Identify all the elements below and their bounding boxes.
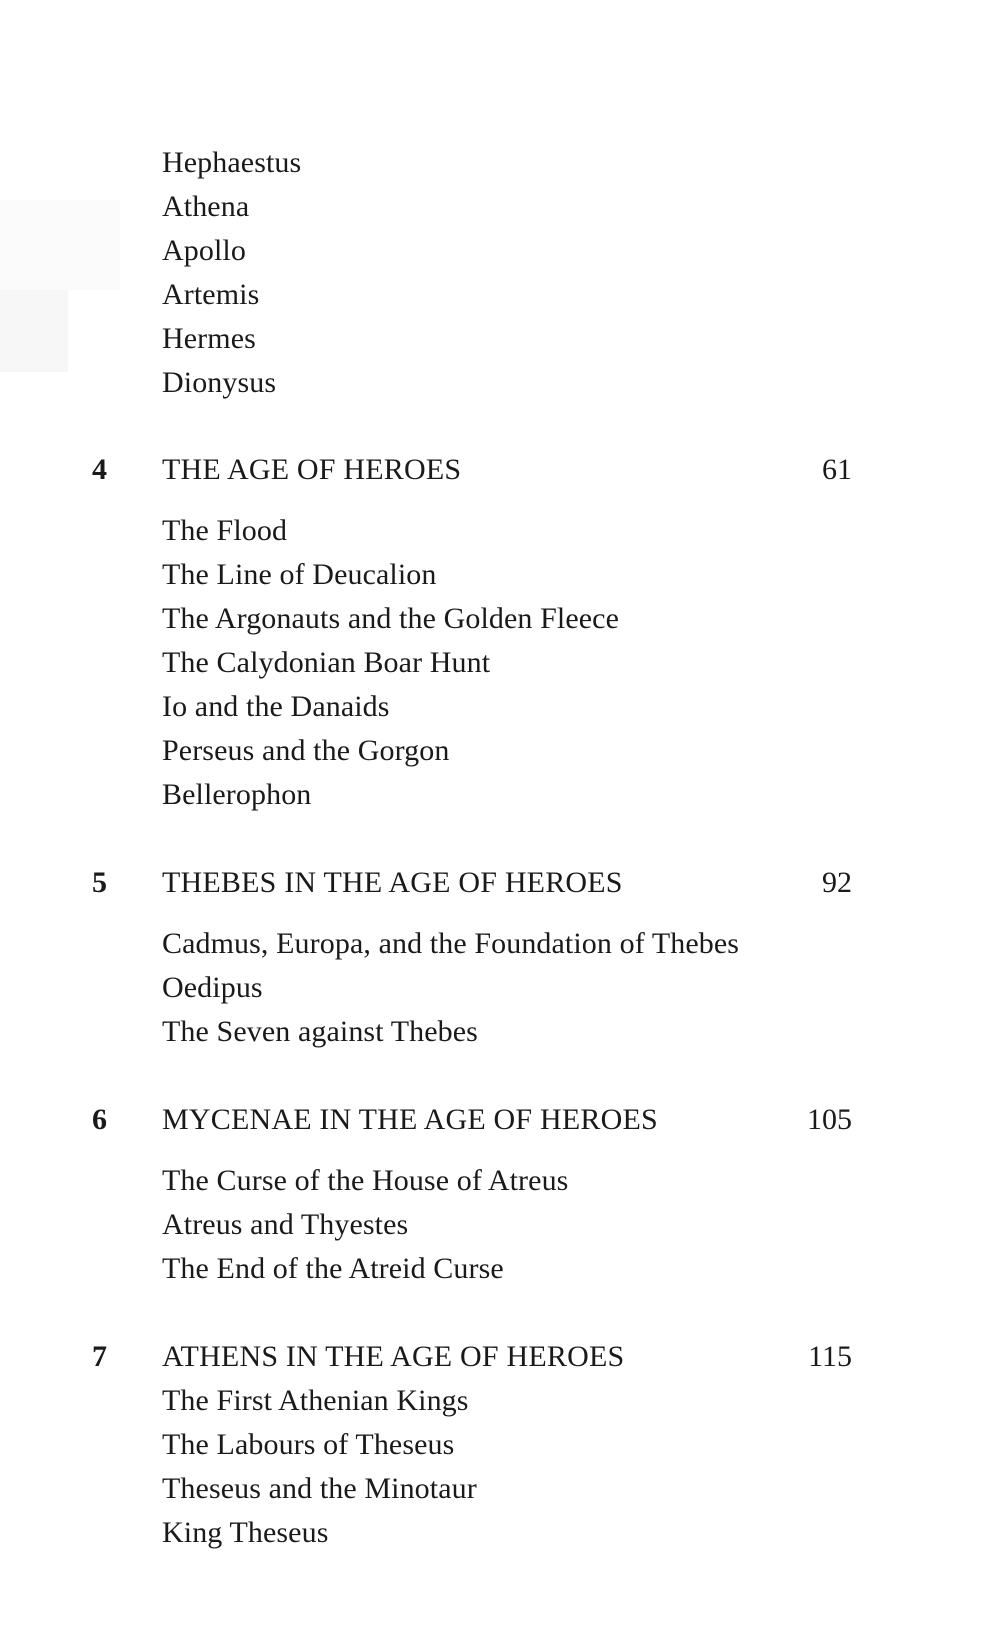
chapter-title: THEBES IN THE AGE OF HEROES: [162, 866, 623, 899]
toc-item: The Calydonian Boar Hunt: [162, 646, 491, 679]
toc-item: Apollo: [162, 234, 246, 267]
chapter-number: 4: [92, 453, 107, 486]
chapter-page-number: 105: [807, 1103, 852, 1136]
chapter-number: 6: [92, 1103, 107, 1136]
toc-item: The Flood: [162, 514, 288, 547]
toc-item: The Curse of the House of Atreus: [162, 1164, 569, 1197]
chapter-title: ATHENS IN THE AGE OF HEROES: [162, 1340, 625, 1373]
chapter-page-number: 61: [822, 453, 852, 486]
toc-item: The Labours of Theseus: [162, 1428, 455, 1461]
scan-shadow: [0, 200, 120, 290]
chapter-number: 5: [92, 866, 107, 899]
toc-item: Hephaestus: [162, 146, 302, 179]
toc-item: The Line of Deucalion: [162, 558, 437, 591]
chapter-number: 7: [92, 1340, 107, 1373]
toc-item: The Seven against Thebes: [162, 1015, 478, 1048]
toc-item: King Theseus: [162, 1516, 329, 1549]
toc-item: Oedipus: [162, 971, 263, 1004]
toc-item: The First Athenian Kings: [162, 1384, 469, 1417]
toc-item: Cadmus, Europa, and the Foundation of Thebes: [162, 927, 740, 960]
chapter-title: MYCENAE IN THE AGE OF HEROES: [162, 1103, 658, 1136]
toc-item: Artemis: [162, 278, 260, 311]
toc-item: The Argonauts and the Golden Fleece: [162, 602, 619, 635]
chapter-page-number: 92: [822, 866, 852, 899]
toc-item: Perseus and the Gorgon: [162, 734, 450, 767]
toc-item: The End of the Atreid Curse: [162, 1252, 504, 1285]
chapter-title: THE AGE OF HEROES: [162, 453, 462, 486]
toc-item: Theseus and the Minotaur: [162, 1472, 477, 1505]
scan-shadow-dark: [0, 290, 68, 372]
toc-item: Hermes: [162, 322, 256, 355]
toc-item: Athena: [162, 190, 250, 223]
toc-item: Atreus and Thyestes: [162, 1208, 409, 1241]
toc-item: Dionysus: [162, 366, 277, 399]
toc-item: Io and the Danaids: [162, 690, 390, 723]
chapter-page-number: 115: [808, 1340, 852, 1373]
toc-item: Bellerophon: [162, 778, 312, 811]
